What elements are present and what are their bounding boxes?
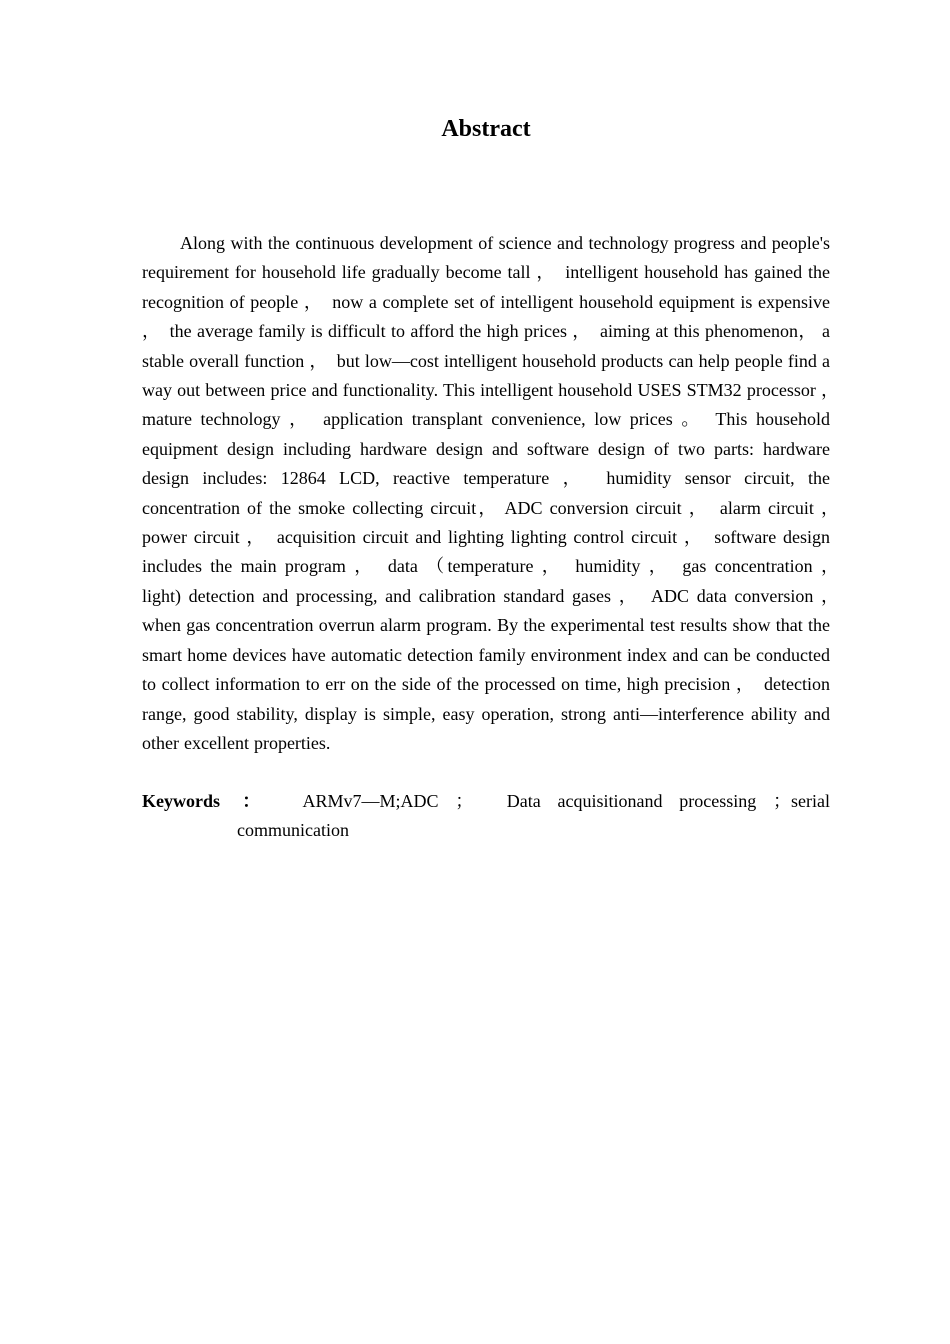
- keywords-colon: ：: [230, 791, 273, 811]
- keywords-text: ARMv7—M;ADC ； Data acquisitionand processing ；serial communication: [237, 791, 830, 841]
- abstract-title: Abstract: [441, 116, 531, 142]
- keywords-line: [142, 787, 830, 846]
- abstract-body-paragraph: Along with the continuous development of science and technology progress and people's requirement for household life gradually become tall ， intelligent household has gained the recognition of people ， now a complete set of intelligent household equipment is expensive ， the average family is difficult to afford the high prices ， aiming at this phenomenon， a stable overall function ， but low—cost intelligent household products can help people find a way out between price and functionality. This intelligent household USES STM32 processor ， mature technology ， application transplant convenience, low prices 。 This household equipment design including hardware design and software design of two parts: hardware design includes: 12864 LCD, reactive temperature ， humidity sensor circuit, the concentration of the smoke collecting circuit， ADC conversion circuit ， alarm circuit ， power circuit ， acquisition circuit and lighting lighting control circuit ， software design includes the main program ， data （temperature ， humidity ， gas concentration ， light) detection and processing, and calibration standard gases ， ADC data conversion ， when gas concentration overrun alarm program. By the experimental test results show that the smart home devices have automatic detection family environment index and can be conducted to collect information to err on the side of the processed on time, high precision ， detection range, good stability, display is simple, easy operation, strong anti—interference ability and other excellent properties.: [142, 233, 848, 753]
- keywords-label: Keywords: [142, 791, 220, 811]
